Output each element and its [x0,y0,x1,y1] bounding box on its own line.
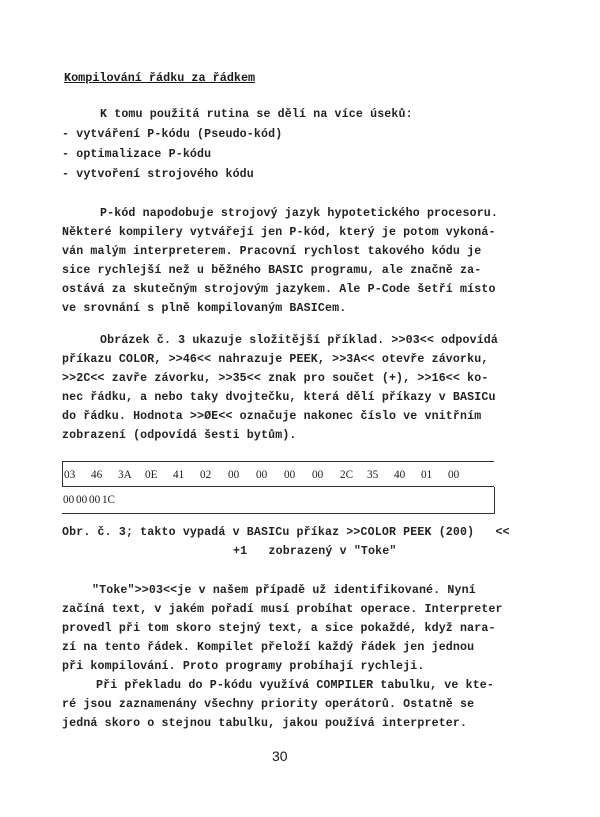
paragraph-line: P-kód napodobuje strojový jazyk hypotetického procesoru. [100,207,499,220]
paragraph-line: "Toke">>03<<je v našem případě už identifikované. Nyní [92,584,476,597]
byte: 46 [91,469,103,481]
intro-line: K tomu použitá rutina se dělí na více úseků: [100,108,413,121]
paragraph-line: při kompilování. Proto programy probíhají rychleji. [62,660,425,673]
paragraph-line: do řádku. Hodnota >>ØE<< označuje nakonec číslo ve vnitřním [62,410,482,423]
byte: 3A [118,469,132,481]
byte: 01 [421,469,433,481]
byte: 03 [64,469,76,481]
byte: 00 [284,469,296,481]
byte: 00 [256,469,268,481]
byte: 00 [312,469,324,481]
figure-caption-continued: +1 zobrazený v "Toke" [233,545,397,558]
paragraph-line: zobrazení (odpovídá šesti bytům). [62,429,297,442]
byte: 00 [228,469,240,481]
byte-sequence: 00 00 00 1C [63,494,116,506]
byte: 0E [145,469,158,481]
byte-box-row-1 [62,461,494,487]
paragraph-line: nec řádku, a nebo taky dvojtečku, která dělí příkazy v BASICu [62,391,496,404]
paragraph-line: ré jsou zaznamenány všechny priority operátorů. Ostatně se [62,698,475,711]
list-item: - vytváření P-kódu (Pseudo-kód) [62,128,283,141]
paragraph-line: zí na tento řádek. Kompilet přeloží každý řádek jen jednou [62,641,475,654]
paragraph-line: jedná skoro o stejnou tabulku, jakou používá interpreter. [62,717,468,730]
list-item: - vytvoření strojového kódu [62,168,254,181]
byte: 02 [200,469,212,481]
paragraph-line: Obrázek č. 3 ukazuje složitější příklad. >>03<< odpovídá [100,334,499,347]
figure-caption: Obr. č. 3; takto vypadá v BASICu příkaz >>COLOR PEEK (200) << [62,526,510,539]
paragraph-line: ostává za skutečným strojovým jazykem. Ale P-Code šetří místo [62,283,496,296]
paragraph-line: >>2C<< zavře závorku, >>35<< znak pro součet (+), >>16<< ko- [62,372,489,385]
byte: 2C [340,469,354,481]
page-number: 30 [272,748,288,764]
paragraph-line: ván malým interpreterem. Pracovní rychlost takového kódu je [62,245,482,258]
byte: 41 [173,469,185,481]
paragraph-line: Některé kompilery vytvářejí jen P-kód, který je potom vykoná- [62,226,496,239]
paragraph-line: provedl při tom skoro stejný text, a sice pokaždé, když nara- [62,622,496,635]
paragraph-line: příkazu COLOR, >>46<< nahrazuje PEEK, >>3A<< otevře závorku, [62,353,489,366]
paragraph-line: začíná text, v jakém pořadí musí probíhat operace. Interpreter [62,603,503,616]
section-heading: Kompilování řádku za řádkem [64,71,256,85]
list-item: - optimalizace P-kódu [62,148,212,161]
paragraph-line: Při překladu do P-kódu využívá COMPILER tabulku, ve kte- [96,679,495,692]
paragraph-line: ve srovnání s plně kompilovaným BASICem. [62,302,347,315]
byte: 00 [448,469,460,481]
paragraph-line: sice rychlejší než u běžného BASIC programu, ale značně za- [62,264,482,277]
byte: 35 [367,469,379,481]
byte: 40 [394,469,406,481]
byte-box-row-2 [62,487,495,514]
